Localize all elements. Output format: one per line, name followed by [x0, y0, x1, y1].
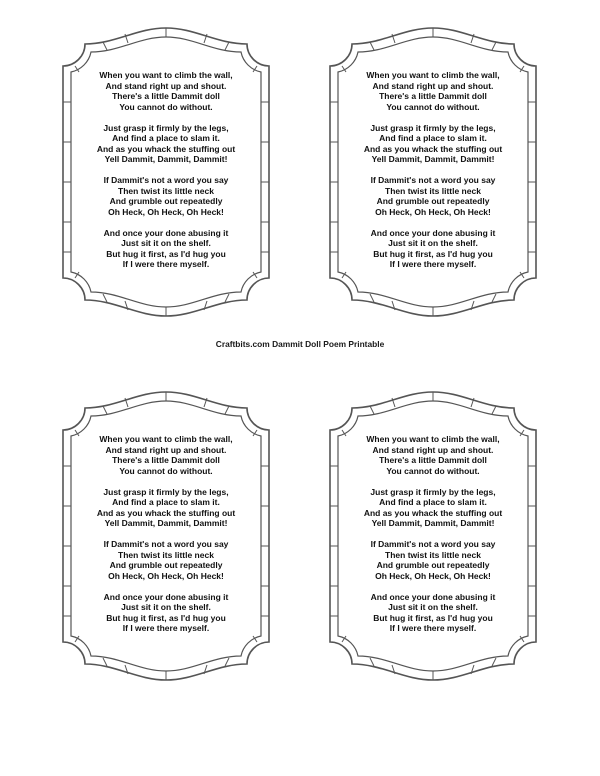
poem-text — [334, 70, 532, 280]
poem-stanza — [67, 175, 265, 217]
poem-line: When you want to climb the wall, — [99, 434, 233, 444]
poem-line: If Dammit's not a word you say — [370, 175, 496, 185]
poem-line: And once your done abusing it — [103, 591, 229, 602]
poem-card-top-left — [45, 22, 287, 322]
poem-stanza — [67, 123, 265, 165]
poem-line: Just sit it on the shelf. — [121, 602, 211, 612]
poem-line: Just grasp it firmly by the legs, — [370, 122, 496, 133]
poem-line: You cannot do without. — [386, 465, 480, 476]
poem-line: You cannot do without. — [386, 101, 480, 112]
poem-line: And as you whack the stuffing out — [96, 143, 236, 154]
poem-card-bottom-right — [312, 386, 554, 686]
poem-line: Oh Heck, Oh Heck, Oh Heck! — [375, 570, 491, 581]
poem-line: Just sit it on the shelf. — [388, 602, 478, 612]
poem-line: And as you whack the stuffing out — [96, 507, 236, 518]
poem-line: There's a little Dammit doll — [379, 91, 487, 101]
poem-stanza — [67, 487, 265, 529]
poem-stanza — [67, 539, 265, 581]
poem-line: And once your done abusing it — [103, 227, 229, 238]
poem-line: And stand right up and shout. — [105, 80, 227, 91]
poem-line: And find a place to slam it. — [379, 497, 487, 507]
poem-line: There's a little Dammit doll — [112, 455, 220, 465]
poem-line: And as you whack the stuffing out — [363, 143, 503, 154]
poem-line: But hug it first, as I'd hug you — [373, 248, 493, 259]
poem-line: If Dammit's not a word you say — [370, 539, 496, 549]
poem-line: Just grasp it firmly by the legs, — [103, 122, 229, 133]
poem-line: Oh Heck, Oh Heck, Oh Heck! — [375, 206, 491, 217]
poem-line: Yell Dammit, Dammit, Dammit! — [104, 518, 228, 528]
poem-line: Then twist its little neck — [118, 185, 214, 196]
poem-line: Oh Heck, Oh Heck, Oh Heck! — [108, 206, 224, 217]
poem-line: And grumble out repeatedly — [376, 196, 490, 206]
poem-line: And stand right up and shout. — [105, 444, 227, 455]
poem-line: And find a place to slam it. — [112, 133, 220, 143]
poem-line: There's a little Dammit doll — [112, 91, 220, 101]
poem-line: And once your done abusing it — [370, 227, 496, 238]
poem-stanza — [334, 592, 532, 634]
poem-line: And grumble out repeatedly — [376, 560, 490, 570]
poem-line: Then twist its little neck — [385, 549, 481, 560]
poem-line: But hug it first, as I'd hug you — [106, 248, 226, 259]
poem-stanza — [334, 70, 532, 112]
poem-line: Yell Dammit, Dammit, Dammit! — [104, 154, 228, 164]
poem-line: Then twist its little neck — [118, 549, 214, 560]
page-label: Craftbits.com Dammit Doll Poem Printable — [215, 339, 385, 349]
poem-line: And once your done abusing it — [370, 591, 496, 602]
poem-line: If Dammit's not a word you say — [103, 539, 229, 549]
poem-line: And grumble out repeatedly — [109, 196, 223, 206]
poem-line: When you want to climb the wall, — [366, 70, 500, 80]
poem-stanza — [67, 592, 265, 634]
poem-stanza — [67, 70, 265, 112]
poem-line: When you want to climb the wall, — [366, 434, 500, 444]
poem-line: Just sit it on the shelf. — [388, 238, 478, 248]
poem-line: When you want to climb the wall, — [99, 70, 233, 80]
poem-line: You cannot do without. — [119, 101, 213, 112]
poem-line: Just sit it on the shelf. — [121, 238, 211, 248]
poem-card-top-right — [312, 22, 554, 322]
poem-line: If I were there myself. — [122, 259, 210, 269]
poem-line: And stand right up and shout. — [372, 444, 494, 455]
poem-stanza — [334, 123, 532, 165]
poem-line: Oh Heck, Oh Heck, Oh Heck! — [108, 570, 224, 581]
poem-line: If Dammit's not a word you say — [103, 175, 229, 185]
poem-line: Just grasp it firmly by the legs, — [103, 486, 229, 497]
poem-stanza — [334, 434, 532, 476]
poem-line: And find a place to slam it. — [112, 497, 220, 507]
poem-stanza — [334, 487, 532, 529]
poem-line: If I were there myself. — [389, 259, 477, 269]
poem-line: If I were there myself. — [389, 623, 477, 633]
poem-line: If I were there myself. — [122, 623, 210, 633]
poem-card-bottom-left — [45, 386, 287, 686]
poem-text — [67, 434, 265, 644]
poem-line: There's a little Dammit doll — [379, 455, 487, 465]
poem-text — [334, 434, 532, 644]
poem-line: But hug it first, as I'd hug you — [106, 612, 226, 623]
poem-line: Just grasp it firmly by the legs, — [370, 486, 496, 497]
poem-line: You cannot do without. — [119, 465, 213, 476]
poem-line: Yell Dammit, Dammit, Dammit! — [371, 154, 495, 164]
poem-stanza — [334, 228, 532, 270]
poem-line: And grumble out repeatedly — [109, 560, 223, 570]
poem-line: And as you whack the stuffing out — [363, 507, 503, 518]
poem-stanza — [334, 539, 532, 581]
poem-line: Yell Dammit, Dammit, Dammit! — [371, 518, 495, 528]
poem-text — [67, 70, 265, 280]
poem-line: But hug it first, as I'd hug you — [373, 612, 493, 623]
poem-stanza — [334, 175, 532, 217]
poem-line: And find a place to slam it. — [379, 133, 487, 143]
poem-line: And stand right up and shout. — [372, 80, 494, 91]
poem-stanza — [67, 434, 265, 476]
poem-stanza — [67, 228, 265, 270]
poem-line: Then twist its little neck — [385, 185, 481, 196]
